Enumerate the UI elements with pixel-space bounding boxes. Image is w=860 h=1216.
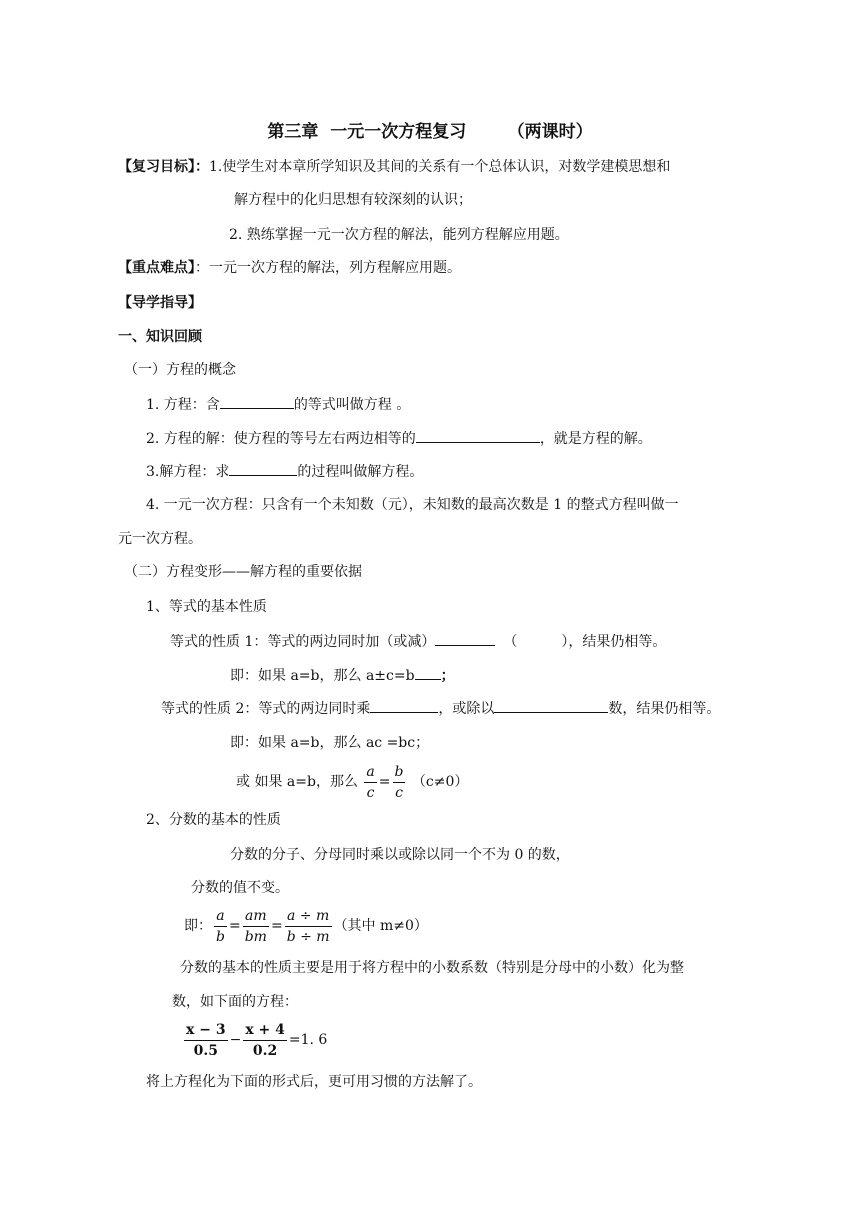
concept-3-text-b: 的过程叫做解方程。 — [297, 464, 424, 480]
frac-denominator: 0.2 — [252, 1042, 278, 1059]
prop-2-blank-2[interactable] — [494, 698, 608, 713]
prop-1-example-blank[interactable] — [415, 665, 441, 680]
frac-numerator: a — [214, 906, 227, 927]
prop-2-text-a: 等式的性质 2：等式的两边同时乘 — [161, 701, 371, 717]
concept-3 — [146, 461, 423, 482]
frac-denominator: 0.5 — [193, 1042, 218, 1059]
example-prefix: 即： — [184, 918, 212, 934]
concept-2-text-a: 2. 方程的解：使方程的等号左右两边相等的 — [146, 431, 416, 447]
concept-1-blank[interactable] — [220, 394, 294, 409]
fraction-am-over-bm — [243, 906, 269, 947]
fraction-props-use-a: 分数的基本的性质主要是用于将方程中的小数系数（特别是分母中的小数）化为整 — [180, 960, 684, 976]
fraction-props-line-2: 分数的值不变。 — [191, 880, 289, 896]
frac-denominator: c — [395, 784, 403, 801]
fraction-a-over-b — [214, 906, 227, 947]
equality-props-heading: 1、等式的基本性质 — [146, 599, 267, 615]
concept-2-text-b: ，就是方程的解。 — [539, 431, 652, 447]
concept-1-text-a: 1. 方程：含 — [146, 397, 220, 413]
concept-2-blank[interactable] — [416, 428, 540, 443]
guide-label: 【导学指导】 — [118, 295, 202, 311]
concept-3-blank[interactable] — [229, 461, 297, 476]
minus-sign: − — [229, 1032, 242, 1048]
frac-numerator: b — [393, 762, 406, 783]
frac-numerator: a ÷ m — [285, 906, 332, 927]
concept-1 — [146, 394, 410, 415]
prop-2-blank-1[interactable] — [370, 698, 438, 713]
equality-prop-1-example — [230, 665, 455, 686]
prop-1-example-text: 即：如果 a=b，那么 a±c=b — [230, 668, 415, 684]
concept-4a: 4. 一元一次方程：只含有一个未知数（元），未知数的最高次数是 1 的整式方程叫做一 — [146, 497, 679, 513]
frac-denominator: b ÷ m — [286, 928, 330, 945]
prop-2-text-c: 数，结果仍相等。 — [608, 701, 721, 717]
frac-numerator: x + 4 — [243, 1020, 287, 1041]
frac-denominator: b — [216, 928, 225, 945]
concept-1-text-b: 的等式叫做方程 。 — [293, 397, 411, 413]
sub-equation-concept: （一）方程的概念 — [124, 362, 236, 378]
equals-sign: = — [378, 774, 391, 790]
frac-denominator: bm — [244, 928, 267, 945]
prop-2-example-2-text: 或 如果 a=b，那么 — [236, 774, 358, 790]
fraction-x-plus-4 — [243, 1020, 287, 1061]
equality-prop-2-example: 即：如果 a=b，那么 ac =bc； — [230, 735, 430, 751]
prop-1-text-c: ），结果仍相等。 — [561, 634, 667, 650]
fraction-props-heading: 2、分数的基本的性质 — [146, 812, 281, 828]
objective-1a: 1.使学生对本章所学知识及其间的关系有一个总体认识，对数学建模思想和 — [209, 159, 671, 175]
concept-4b: 元一次方程。 — [118, 531, 202, 547]
fraction-props-line-1: 分数的分子、分母同时乘以或除以同一个不为 0 的数， — [230, 847, 570, 863]
example-condition: （其中 m≠0） — [333, 918, 428, 934]
equality-prop-1 — [170, 631, 666, 652]
prop-1-example-end: ； — [440, 668, 455, 684]
equals-sign: = — [270, 918, 283, 934]
fraction-b-over-c — [393, 762, 406, 803]
objective-1b: 解方程中的化归思想有较深刻的认识； — [234, 192, 472, 208]
equals-sign: = — [228, 918, 241, 934]
frac-denominator: c — [366, 784, 375, 801]
fraction-a-div-m-over-b-div-m — [285, 906, 332, 947]
sub-equation-transform: （二）方程变形——解方程的重要依据 — [124, 564, 362, 580]
fraction-a-over-c — [364, 762, 376, 803]
frac-numerator: x − 3 — [184, 1020, 228, 1041]
equation-rhs: =1. 6 — [288, 1032, 328, 1048]
nonzero-condition: （c≠0） — [411, 774, 469, 790]
objective-2: 2. 熟练掌握一元一次方程的解法，能列方程解应用题。 — [229, 227, 569, 243]
objectives-label: 【复习目标】： — [118, 159, 209, 175]
fraction-props-use-b: 数，如下面的方程： — [172, 994, 298, 1010]
equality-prop-2-example-2 — [236, 760, 468, 804]
section-knowledge-review: 一、知识回顾 — [118, 329, 202, 345]
prop-1-blank[interactable] — [435, 631, 495, 646]
fraction-props-example — [184, 904, 428, 948]
concept-3-text-a: 3.解方程：求 — [146, 464, 230, 480]
concept-2 — [146, 428, 652, 449]
prop-1-text-b: （ — [503, 634, 518, 650]
key-points-label: 【重点难点】 — [118, 260, 195, 276]
key-points-text: ：一元一次方程的解法，列方程解应用题。 — [195, 260, 461, 276]
closing-sentence: 将上方程化为下面的形式后，更可用习惯的方法解了。 — [146, 1074, 482, 1090]
frac-numerator: am — [243, 906, 269, 927]
document-title: 第三章 一元一次方程复习 （两课时） — [267, 122, 593, 142]
prop-1-text-a: 等式的性质 1：等式的两边同时加（或减） — [170, 634, 436, 650]
fraction-x-minus-3 — [184, 1020, 228, 1061]
objectives-line-1 — [118, 157, 670, 177]
frac-numerator: a — [364, 762, 376, 783]
equality-prop-2 — [161, 698, 720, 719]
example-equation — [182, 1018, 327, 1062]
key-points — [118, 258, 461, 278]
prop-2-text-b: ，或除以 — [438, 701, 495, 717]
